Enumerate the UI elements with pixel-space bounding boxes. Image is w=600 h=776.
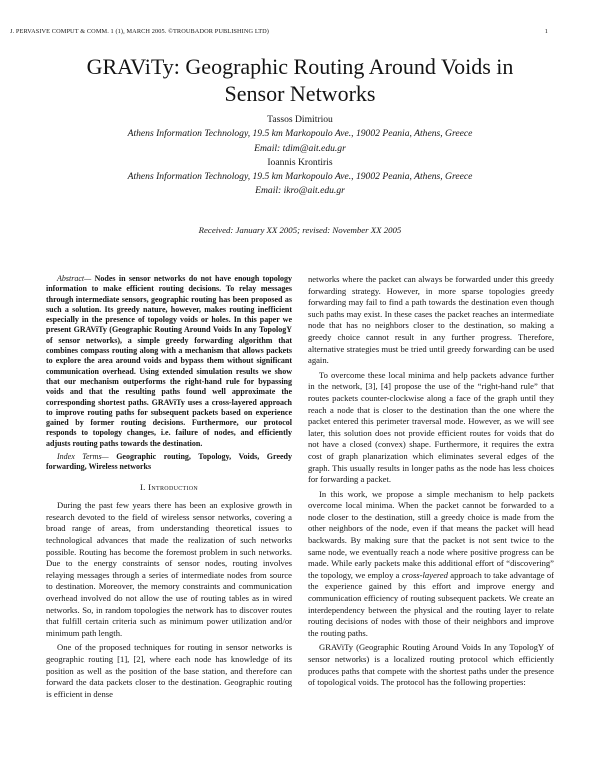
abstract [46, 274, 292, 449]
paragraph: GRAViTy (Geographic Routing Around Voids In any TopologY of sensor networks) is a localized routing protocol which efficiently produces paths that compete with the shortest paths under the presence of topological voids. The protocol has the following properties: [308, 642, 554, 688]
author-name: Tassos Dimitriou [267, 114, 333, 125]
paper-title [0, 53, 600, 107]
paragraph: During the past few years there has been an explosive growth in research devoted to the field of wireless sensor networks, covering a broad range of areas, from understanding theoretical issues to technological advances that made the realization of such networks possible. Routing has become the foremost problem in such networks. Due to the energy constraints of sensor nodes, routing involves relaying messages through a series of intermediate nodes from source to destination. Moreover, the memory constraints and communication overhead involved do not allow the use of routing tables as in wired networks. So, in random topologies the network has to discover routes that fulfill certain criteria such as minimum power utilization and/or minimum path length. [46, 500, 292, 638]
emphasis-text: cross-layered [401, 569, 448, 580]
author-block [0, 113, 600, 199]
paragraph: To overcome these local minima and help packets advance further in the network, [3], [4] propose the use of the “right-hand rule” that routes packets counter-clockwise along a face of the graph until they reach a node that is closer to the destination than the one where the packet entered this perimeter traversal mode. However, as we will see later, this solution does not provide efficient routes for voids that do not have a closed (convex) shape. Furthermore, it requires the extra cost of graph planarization which eliminates several edges of the graph. This usually results in longer paths as the node has less choices for forwarding a packet. [308, 369, 554, 485]
page-number: 1 [544, 28, 548, 35]
received-dates: Received: January XX 2005; revised: November XX 2005 [198, 225, 402, 235]
abstract-label: Abstract— [57, 274, 92, 283]
running-header [10, 28, 548, 35]
index-terms-text: Geographic routing, Topology, Voids, Greedy forwarding, Wireless networks [46, 452, 292, 472]
author-affiliation: Athens Information Technology, 19.5 km Markopoulo Ave., 19002 Peania, Athens, Greece [127, 171, 473, 183]
author-name: Ioannis Krontiris [267, 156, 333, 168]
title-line-2: Sensor Networks [224, 81, 376, 106]
paragraph [308, 489, 554, 640]
journal-citation: J. PERVASIVE COMPUT & COMM. 1 (1), MARCH 2005. ©TROUBADOR PUBLISHING LTD) [10, 28, 269, 35]
author-email: Email: tdim@ait.edu.gr [254, 142, 346, 154]
abstract-text: Nodes in sensor networks do not have enough topology information to make efficient routing decisions. To relay messages through intermediate sensors, geographic routing has been proposed as such a solution. Its greedy nature, however, makes routing inefficient especially in the presence of topology voids or holes. In this paper we present GRAViTy (Geographic Routing Around Voids In any TopologY of sensor networks), a simple greedy forwarding algorithm that combines compass routing along with a mechanism that allows packets to explore the area around voids and bypass them without significant communication overhead. Using extended simulation results we show that our mechanism outperforms the right-hand rule for bypassing voids and that the resulting paths found well approximate the corresponding shortest paths. GRAViTy uses a cross-layered approach to improve routing paths for subsequent packets based on experience gained by former routing decisions. Furthermore, our protocol responds to topology changes, i.e. failure of nodes, and efficiently adjusts routing paths towards the destination. [46, 274, 292, 448]
title-line-1: GRAViTy: Geographic Routing Around Voids in [86, 54, 514, 79]
author-affiliation: Athens Information Technology, 19.5 km Markopoulo Ave., 19002 Peania, Athens, Greece [127, 128, 473, 140]
paragraph: One of the proposed techniques for routing in sensor networks is geographic routing [1], [2], where each node has knowledge of its position as well as the position of the base station, and therefore can forward the data packets closer to the destination. Geographic routing is efficient in dense [46, 642, 292, 699]
paragraph-text: approach to take advantage of the experience gained by this effort and improve energy and communication efficiency of routing subsequent packets. We create an interdependency between the physical and the routing layer to relate routing decisions of nodes with those of their neighbors and improve the routing paths. [308, 569, 554, 638]
index-terms [46, 452, 292, 473]
section-heading: I. Introduction [139, 481, 199, 492]
author-email: Email: ikro@ait.edu.gr [255, 185, 345, 197]
right-column [308, 274, 554, 689]
paragraph-text: In this work, we propose a simple mechanism to help packets overcome local minima. When the packet cannot be forwarded to a node closer to the destination, still a greedy choice is made from the other neighbors of the node, even if that means the packet will head backwards. By making sure that the packet is not sent twice to the same node, we eventually reach a node where positive progress can be made. While early packets make this additional effort of “discovering” the topology, we employ a [308, 488, 554, 580]
paragraph: networks where the packet can always be forwarded under this greedy forwarding strategy. However, in more sparse topologies greedy forwarding may fail to find a path towards the destination even though such paths may exist. In these cases the packet reaches an intermediate node that has no neighbors closer to the destination, so making a greedy choice cannot result in any further progress. Therefore, alternative strategies must be tried until greedy forwarding can be used again. [308, 274, 554, 366]
index-terms-label: Index Terms— [57, 452, 109, 462]
left-column [46, 274, 292, 700]
